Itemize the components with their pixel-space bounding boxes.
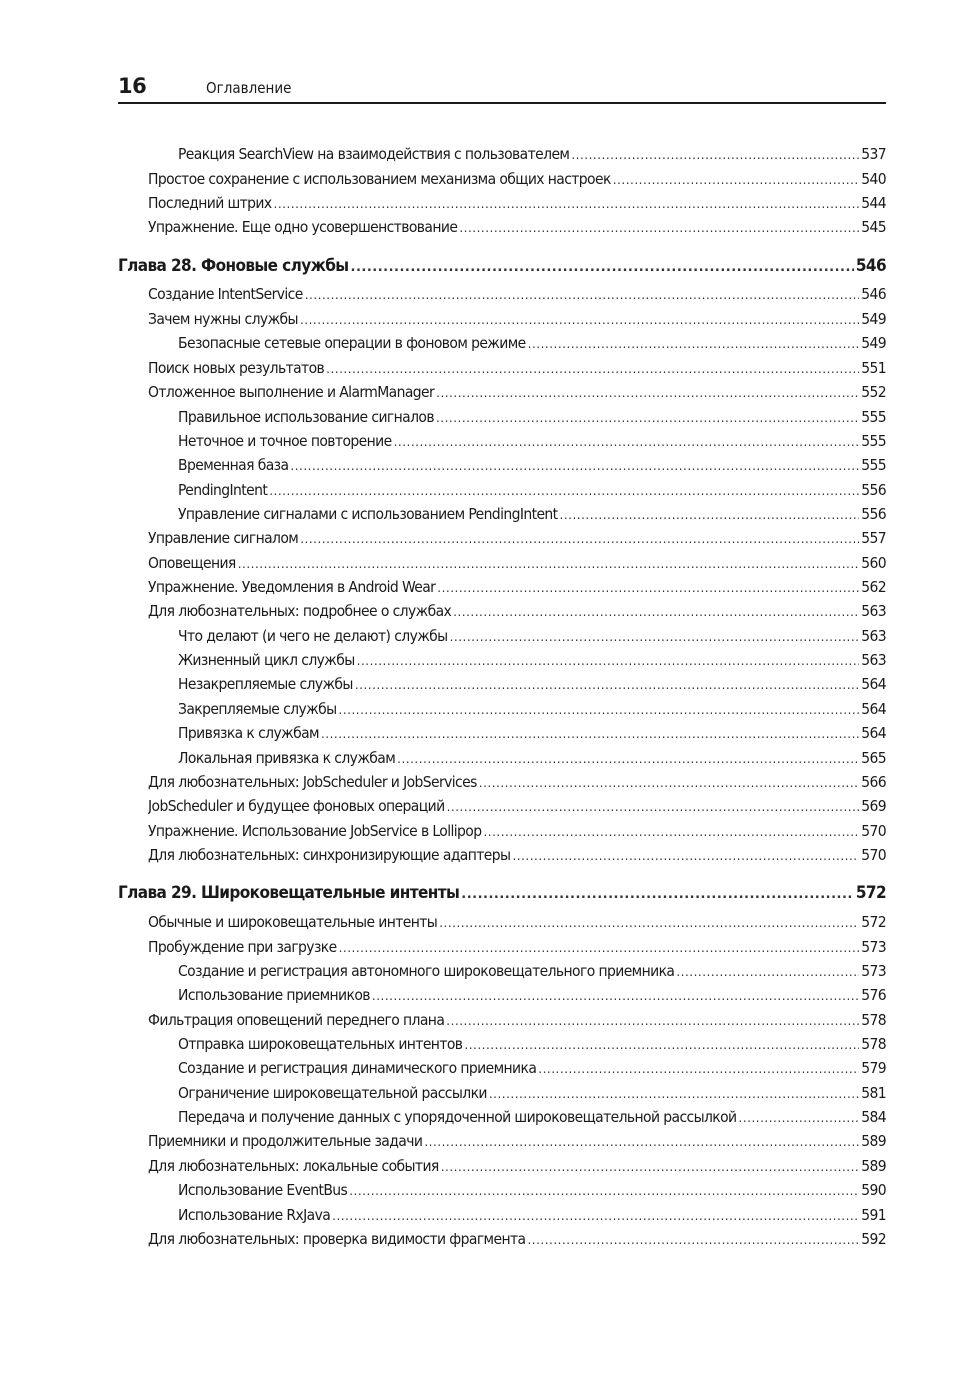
toc-entry[interactable] <box>148 772 886 793</box>
toc-entry[interactable] <box>148 309 886 330</box>
toc-entry[interactable] <box>148 193 886 214</box>
toc-entry-page: 556 <box>861 481 886 499</box>
dot-leader <box>436 383 859 403</box>
dot-leader <box>441 1157 859 1177</box>
toc-entry-title: Создание и регистрация динамического приемника <box>178 1059 537 1077</box>
toc-entry-title: Использование приемников <box>178 986 370 1004</box>
toc-entry[interactable] <box>148 1010 886 1031</box>
toc-entry-title: Глава 29. Широковещательные интенты <box>118 883 460 903</box>
toc-entry[interactable] <box>178 626 886 647</box>
toc-entry[interactable] <box>148 1156 886 1177</box>
dot-leader <box>461 885 854 905</box>
toc-entry[interactable] <box>148 169 886 190</box>
toc-entry-title: Закрепляемые службы <box>178 700 337 718</box>
toc-entry-title: Для любознательных: локальные события <box>148 1157 439 1175</box>
toc-entry-page: 569 <box>861 797 886 815</box>
toc-entry-page: 562 <box>861 578 886 596</box>
toc-entry-page: 591 <box>861 1206 886 1224</box>
toc-entry-page: 584 <box>861 1108 886 1126</box>
toc-entry-title: Жизненный цикл службы <box>178 651 355 669</box>
toc-entry[interactable] <box>178 1107 886 1128</box>
toc-entry-title: PendingIntent <box>178 481 268 499</box>
toc-entry[interactable] <box>148 1229 886 1250</box>
toc-chapter-entry[interactable] <box>118 883 886 905</box>
dot-leader <box>528 334 860 354</box>
toc-entry[interactable] <box>148 553 886 574</box>
dot-leader <box>613 170 859 190</box>
toc-entry-page: 563 <box>861 627 886 645</box>
toc-entry-title: Пробуждение при загрузке <box>148 938 337 956</box>
toc-entry-title: Отправка широковещательных интентов <box>178 1035 463 1053</box>
toc-entry-page: 564 <box>861 724 886 742</box>
dot-leader <box>676 962 859 982</box>
toc-entry-page: 546 <box>855 256 886 276</box>
dot-leader <box>527 1230 859 1250</box>
dot-leader <box>357 651 860 671</box>
dot-leader <box>571 145 859 165</box>
toc-entry-title: Безопасные сетевые операции в фоновом режиме <box>178 334 526 352</box>
toc-entry-page: 552 <box>861 383 886 401</box>
toc-entry-title: Обычные и широковещательные интенты <box>148 913 438 931</box>
toc-entry-page: 570 <box>861 822 886 840</box>
toc-entry[interactable] <box>178 674 886 695</box>
toc-entry-page: 578 <box>861 1011 886 1029</box>
toc-entry-title: JobScheduler и будущее фоновых операций <box>148 797 445 815</box>
toc-entry-page: 546 <box>861 285 886 303</box>
toc-entry-page: 581 <box>861 1084 886 1102</box>
toc-entry-page: 549 <box>861 310 886 328</box>
dot-leader <box>372 986 859 1006</box>
toc-entry[interactable] <box>148 796 886 817</box>
toc-entry-page: 592 <box>861 1230 886 1248</box>
toc-entry[interactable] <box>178 723 886 744</box>
dot-leader <box>439 913 859 933</box>
toc-entry-title: Создание и регистрация автономного широковещательного приемника <box>178 962 675 980</box>
dot-leader <box>397 749 859 769</box>
toc-entry-title: Приемники и продолжительные задачи <box>148 1132 423 1150</box>
dot-leader <box>450 627 860 647</box>
toc-entry-page: 566 <box>861 773 886 791</box>
toc-entry[interactable] <box>178 407 886 428</box>
toc-entry[interactable] <box>148 845 886 866</box>
dot-leader <box>238 554 859 574</box>
toc-entry[interactable] <box>148 284 886 305</box>
dot-leader <box>560 505 860 525</box>
toc-entry-title: Что делают (и чего не делают) службы <box>178 627 448 645</box>
toc-entry[interactable] <box>178 699 886 720</box>
toc-entry-title: Отложенное выполнение и AlarmManager <box>148 383 435 401</box>
toc-chapter-entry[interactable] <box>118 256 886 278</box>
toc-entry[interactable] <box>148 601 886 622</box>
toc-entry-page: 549 <box>861 334 886 352</box>
toc-entry[interactable] <box>178 144 886 165</box>
toc-entry-page: 578 <box>861 1035 886 1053</box>
dot-leader <box>305 285 859 305</box>
toc-entry[interactable] <box>178 1058 886 1079</box>
toc-entry[interactable] <box>148 937 886 958</box>
toc-entry-title: Для любознательных: проверка видимости фрагмента <box>148 1230 526 1248</box>
toc-entry-title: Передача и получение данных с упорядоченной широковещательной рассылкой <box>178 1108 737 1126</box>
dot-leader <box>351 258 854 278</box>
dot-leader <box>339 938 860 958</box>
toc-entry[interactable] <box>148 528 886 549</box>
toc-entry-page: 579 <box>861 1059 886 1077</box>
toc-entry-page: 537 <box>861 145 886 163</box>
toc-entry[interactable] <box>178 1083 886 1104</box>
toc-entry[interactable] <box>148 217 886 238</box>
toc-entry[interactable] <box>178 1180 886 1201</box>
toc-entry-title: Временная база <box>178 456 289 474</box>
toc-entry-title: Для любознательных: JobScheduler и JobServices <box>148 773 477 791</box>
toc-entry[interactable] <box>178 1034 886 1055</box>
toc-entry[interactable] <box>148 1131 886 1152</box>
dot-leader <box>483 822 859 842</box>
toc-entry-title: Упражнение. Уведомления в Android Wear <box>148 578 436 596</box>
dot-leader <box>479 773 859 793</box>
dot-leader <box>446 1011 859 1031</box>
running-title: Оглавление <box>206 79 292 97</box>
dot-leader <box>453 602 859 622</box>
toc-entry[interactable] <box>178 650 886 671</box>
dot-leader <box>464 1035 859 1055</box>
toc-entry-title: Фильтрация оповещений переднего плана <box>148 1011 445 1029</box>
dot-leader <box>321 724 859 744</box>
toc-entry-page: 576 <box>861 986 886 1004</box>
toc-entry-title: Привязка к службам <box>178 724 319 742</box>
toc-entry-title: Зачем нужны службы <box>148 310 298 328</box>
toc-entry[interactable] <box>148 382 886 403</box>
toc-entry-page: 544 <box>861 194 886 212</box>
toc-entry-page: 556 <box>861 505 886 523</box>
dot-leader <box>355 675 859 695</box>
toc-entry-page: 570 <box>861 846 886 864</box>
dot-leader <box>394 432 860 452</box>
toc-entry-title: Оповещения <box>148 554 236 572</box>
dot-leader <box>332 1206 859 1226</box>
toc-entry-page: 563 <box>861 602 886 620</box>
toc-entry-title: Поиск новых результатов <box>148 359 325 377</box>
dot-leader <box>339 700 860 720</box>
toc-entry-title: Для любознательных: подробнее о службах <box>148 602 452 620</box>
toc-entry-title: Использование EventBus <box>178 1181 348 1199</box>
toc-entry-title: Для любознательных: синхронизирующие адаптеры <box>148 846 511 864</box>
toc-entry-title: Простое сохранение с использованием механизма общих настроек <box>148 170 611 188</box>
toc-entry-page: 572 <box>855 883 886 903</box>
toc-entry-page: 555 <box>861 408 886 426</box>
toc-entry-page: 589 <box>861 1132 886 1150</box>
toc-entry-title: Неточное и точное повторение <box>178 432 392 450</box>
dot-leader <box>512 846 859 866</box>
toc-entry-title: Реакция SearchView на взаимодействия с пользователем <box>178 145 570 163</box>
toc-entry-title: Создание IntentService <box>148 285 303 303</box>
toc-entry[interactable] <box>178 985 886 1006</box>
toc-entry[interactable] <box>178 431 886 452</box>
toc-entry-page: 572 <box>861 913 886 931</box>
toc-entry-title: Управление сигналами с использованием PendingIntent <box>178 505 558 523</box>
toc-entry-page: 540 <box>861 170 886 188</box>
dot-leader <box>300 529 859 549</box>
toc-entry-page: 590 <box>861 1181 886 1199</box>
toc-entry-title: Упражнение. Еще одно усовершенствование <box>148 218 458 236</box>
dot-leader <box>489 1084 859 1104</box>
toc-entry-page: 557 <box>861 529 886 547</box>
toc-entry-page: 563 <box>861 651 886 669</box>
toc-entry-title: Ограничение широковещательной рассылки <box>178 1084 487 1102</box>
dot-leader <box>436 408 859 428</box>
toc-entry[interactable] <box>178 333 886 354</box>
toc-entry-title: Глава 28. Фоновые службы <box>118 256 349 276</box>
toc-entry-title: Локальная привязка к службам <box>178 749 396 767</box>
toc-entry[interactable] <box>178 961 886 982</box>
dot-leader <box>459 218 859 238</box>
dot-leader <box>437 578 859 598</box>
dot-leader <box>739 1108 860 1128</box>
toc-entry-title: Упражнение. Использование JobService в Lollipop <box>148 822 482 840</box>
toc-entry-page: 573 <box>861 938 886 956</box>
toc-entry-title: Незакрепляемые службы <box>178 675 353 693</box>
dot-leader <box>269 481 859 501</box>
dot-leader <box>424 1132 859 1152</box>
toc-entry[interactable] <box>178 480 886 501</box>
toc-entry-page: 564 <box>861 675 886 693</box>
toc-entry-page: 573 <box>861 962 886 980</box>
toc-entry[interactable] <box>178 748 886 769</box>
dot-leader <box>300 310 859 330</box>
toc-entry[interactable] <box>178 1205 886 1226</box>
toc-entry[interactable] <box>148 358 886 379</box>
toc-entry-title: Использование RxJava <box>178 1206 331 1224</box>
header-rule <box>118 102 886 104</box>
dot-leader <box>290 456 859 476</box>
toc-entry-page: 545 <box>861 218 886 236</box>
dot-leader <box>538 1059 859 1079</box>
toc-entry-page: 555 <box>861 432 886 450</box>
dot-leader <box>326 359 859 379</box>
toc-entry[interactable] <box>178 504 886 525</box>
toc-entry[interactable] <box>148 577 886 598</box>
toc-entry-page: 560 <box>861 554 886 572</box>
toc-entry[interactable] <box>148 821 886 842</box>
page-number: 16 <box>118 74 147 98</box>
toc-entry[interactable] <box>148 912 886 933</box>
toc-entry-title: Управление сигналом <box>148 529 299 547</box>
dot-leader <box>274 194 860 214</box>
dot-leader <box>349 1181 859 1201</box>
toc-entry-page: 551 <box>861 359 886 377</box>
toc-entry[interactable] <box>178 455 886 476</box>
toc-entry-page: 564 <box>861 700 886 718</box>
toc-entry-page: 589 <box>861 1157 886 1175</box>
toc-entry-page: 565 <box>861 749 886 767</box>
toc-entry-title: Последний штрих <box>148 194 272 212</box>
toc-entry-title: Правильное использование сигналов <box>178 408 434 426</box>
toc-entry-page: 555 <box>861 456 886 474</box>
dot-leader <box>447 797 860 817</box>
